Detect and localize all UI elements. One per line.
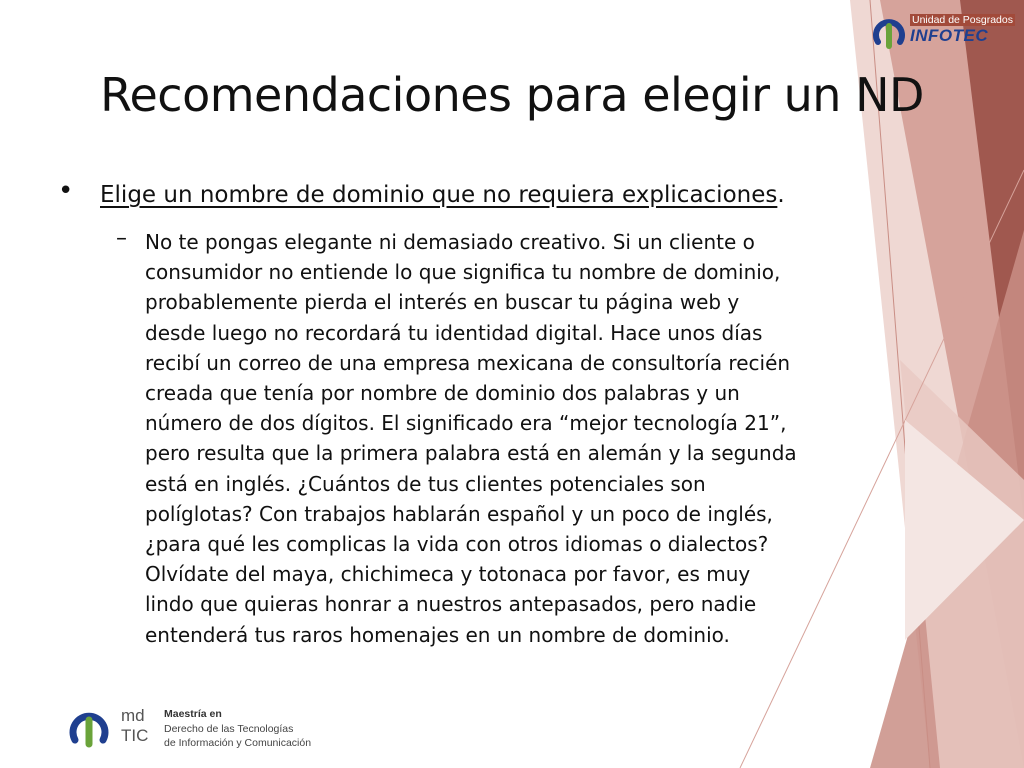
logo-bottom-line3: de Información y Comunicación	[164, 737, 312, 749]
logo-top-line2: INFOTEC	[910, 26, 989, 45]
logo-bottom-line1: Maestría en	[164, 708, 222, 720]
logo-bottom-line2: Derecho de las Tecnologías	[164, 723, 294, 735]
bullet-underlined-text: Elige un nombre de dominio que no requiera explicaciones	[100, 182, 778, 208]
paragraph-line: ¿para qué les complicas la vida con otros idiomas o dialectos?	[145, 532, 769, 557]
bullet-marker: •	[58, 176, 74, 206]
slide-title: Recomendaciones para elegir un ND	[100, 68, 924, 122]
bullet-trailing: .	[777, 182, 785, 208]
paragraph-line: número de dos dígitos. El significado era “mejor tecnología 21”,	[145, 411, 787, 436]
paragraph-line: está en inglés. ¿Cuántos de tus clientes potenciales son	[145, 471, 706, 496]
sub-bullet-paragraph	[145, 227, 975, 650]
mdtic-logo	[66, 700, 326, 752]
infotec-logo-icon	[870, 12, 908, 50]
logo-top-line1: Unidad de Posgrados	[912, 14, 1013, 26]
bullet-text	[100, 182, 785, 208]
infotec-logo	[868, 10, 1018, 50]
paragraph-line: Olvídate del maya, chichimeca y totonaca por favor, es muy	[145, 562, 751, 587]
logo-tic: TIC	[121, 726, 149, 745]
paragraph-line: recibí un correo de una empresa mexicana de consultoría recién	[145, 350, 791, 375]
paragraph-line: probablemente pierda el interés en buscar tu página web y	[145, 290, 740, 315]
logo-md: md	[121, 706, 145, 725]
paragraph-line: desde luego no recordará tu identidad digital. Hace unos días	[145, 320, 763, 345]
paragraph-line: pero resulta que la primera palabra está en alemán y la segunda	[145, 441, 797, 466]
mdtic-logo-icon	[66, 702, 112, 748]
paragraph-line: entenderá tus raros homenajes en un nombre de dominio.	[145, 622, 730, 647]
paragraph-line: lindo que quieras honrar a nuestros antepasados, pero nadie	[145, 592, 757, 617]
paragraph-line: consumidor no entiende lo que significa tu nombre de dominio,	[145, 260, 781, 285]
paragraph-line: creada que tenía por nombre de dominio dos palabras y un	[145, 381, 740, 406]
paragraph-line: No te pongas elegante ni demasiado creativo. Si un cliente o	[145, 230, 755, 254]
sub-bullet-marker: –	[116, 226, 127, 251]
paragraph-line: políglotas? Con trabajos hablarán español y un poco de inglés,	[145, 501, 773, 526]
